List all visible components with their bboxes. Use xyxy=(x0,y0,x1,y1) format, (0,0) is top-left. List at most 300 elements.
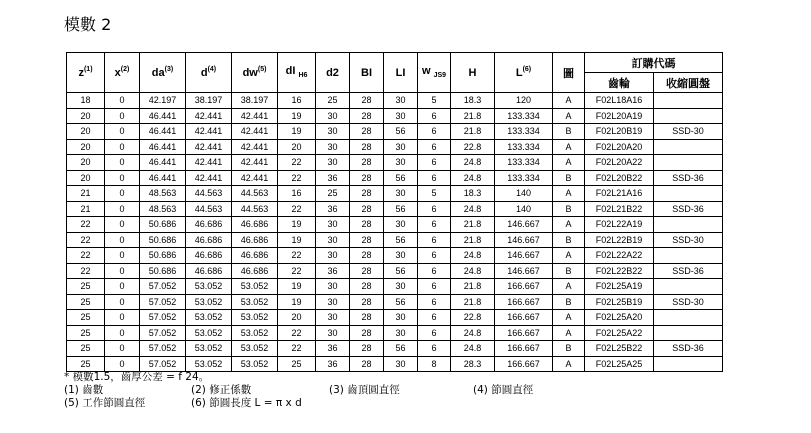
header-da: $da^{(3)}$ xyxy=(140,53,186,93)
cell-shrink-disc-code xyxy=(654,155,723,171)
cell-da: 57.052 xyxy=(140,294,186,310)
cell-l1: 30 xyxy=(384,217,418,233)
table-row xyxy=(67,356,723,372)
cell-da: 57.052 xyxy=(140,356,186,372)
cell-d2: 36 xyxy=(316,201,350,217)
cell-da: 46.441 xyxy=(140,139,186,155)
cell-h: 22.8 xyxy=(451,310,495,326)
cell-gear-code: F02L22A19 xyxy=(585,217,654,233)
cell-gear-code: F02L25A22 xyxy=(585,325,654,341)
cell-gear-code: F02L20B19 xyxy=(585,124,654,140)
cell-dw: 53.052 xyxy=(232,356,278,372)
header-x: $x^{(2)}$ xyxy=(105,53,140,93)
cell-d: 46.686 xyxy=(186,248,232,264)
cell-l: 133.334 xyxy=(495,139,553,155)
cell-z: 22 xyxy=(67,232,105,248)
cell-l: 146.667 xyxy=(495,232,553,248)
cell-w: 6 xyxy=(418,279,451,295)
header-d2: d2 xyxy=(316,53,350,93)
cell-shrink-disc-code xyxy=(654,248,723,264)
cell-d: 53.052 xyxy=(186,341,232,357)
cell-figure: B xyxy=(553,124,585,140)
cell-d1: 19 xyxy=(278,279,316,295)
cell-shrink-disc-code xyxy=(654,310,723,326)
cell-z: 20 xyxy=(67,108,105,124)
header-l1: LI xyxy=(384,53,418,93)
cell-dw: 38.197 xyxy=(232,93,278,109)
cell-da: 57.052 xyxy=(140,279,186,295)
cell-l1: 30 xyxy=(384,139,418,155)
table-row xyxy=(67,93,723,109)
cell-d2: 30 xyxy=(316,124,350,140)
cell-shrink-disc-code xyxy=(654,186,723,202)
cell-z: 22 xyxy=(67,248,105,264)
cell-l: 120 xyxy=(495,93,553,109)
cell-gear-code: F02L21A16 xyxy=(585,186,654,202)
cell-figure: A xyxy=(553,93,585,109)
header-d: $d^{(4)}$ xyxy=(186,53,232,93)
cell-da: 48.563 xyxy=(140,201,186,217)
table-row xyxy=(67,232,723,248)
cell-l1: 30 xyxy=(384,93,418,109)
cell-dw: 42.441 xyxy=(232,170,278,186)
cell-d1: 20 xyxy=(278,139,316,155)
cell-d: 53.052 xyxy=(186,279,232,295)
cell-d2: 30 xyxy=(316,217,350,233)
cell-gear-code: F02L25A19 xyxy=(585,279,654,295)
table-row xyxy=(67,139,723,155)
cell-w: 6 xyxy=(418,170,451,186)
cell-d2: 30 xyxy=(316,139,350,155)
cell-d1: 19 xyxy=(278,232,316,248)
cell-d1: 22 xyxy=(278,201,316,217)
cell-z: 25 xyxy=(67,356,105,372)
cell-dw: 53.052 xyxy=(232,279,278,295)
cell-x: 0 xyxy=(105,232,140,248)
cell-h: 21.8 xyxy=(451,124,495,140)
cell-x: 0 xyxy=(105,186,140,202)
cell-shrink-disc-code xyxy=(654,279,723,295)
cell-shrink-disc-code xyxy=(654,108,723,124)
cell-b1: 28 xyxy=(350,139,384,155)
cell-w: 6 xyxy=(418,325,451,341)
cell-d2: 36 xyxy=(316,356,350,372)
cell-dw: 53.052 xyxy=(232,310,278,326)
cell-d: 53.052 xyxy=(186,294,232,310)
cell-gear-code: F02L25B22 xyxy=(585,341,654,357)
cell-h: 18.3 xyxy=(451,186,495,202)
cell-d: 46.686 xyxy=(186,263,232,279)
cell-dw: 42.441 xyxy=(232,108,278,124)
cell-da: 42.197 xyxy=(140,93,186,109)
spec-table-body xyxy=(67,93,723,372)
cell-x: 0 xyxy=(105,341,140,357)
cell-h: 24.8 xyxy=(451,201,495,217)
cell-l1: 30 xyxy=(384,108,418,124)
cell-l: 166.667 xyxy=(495,356,553,372)
cell-figure: A xyxy=(553,155,585,171)
cell-d1: 25 xyxy=(278,356,316,372)
table-row xyxy=(67,341,723,357)
cell-x: 0 xyxy=(105,356,140,372)
cell-w: 6 xyxy=(418,232,451,248)
cell-d: 53.052 xyxy=(186,310,232,326)
cell-w: 6 xyxy=(418,139,451,155)
cell-l1: 30 xyxy=(384,310,418,326)
table-row xyxy=(67,294,723,310)
cell-gear-code: F02L20B22 xyxy=(585,170,654,186)
cell-d: 44.563 xyxy=(186,186,232,202)
cell-dw: 42.441 xyxy=(232,124,278,140)
header-l: $L^{(6)}$ xyxy=(495,53,553,93)
cell-da: 50.686 xyxy=(140,248,186,264)
cell-d1: 20 xyxy=(278,310,316,326)
cell-dw: 42.441 xyxy=(232,155,278,171)
cell-w: 8 xyxy=(418,356,451,372)
cell-figure: A xyxy=(553,325,585,341)
cell-h: 24.8 xyxy=(451,170,495,186)
header-b1: BI xyxy=(350,53,384,93)
cell-l1: 56 xyxy=(384,201,418,217)
cell-dw: 46.686 xyxy=(232,217,278,233)
cell-figure: B xyxy=(553,170,585,186)
cell-d2: 30 xyxy=(316,248,350,264)
cell-l: 133.334 xyxy=(495,108,553,124)
cell-l1: 56 xyxy=(384,124,418,140)
cell-w: 6 xyxy=(418,310,451,326)
cell-z: 22 xyxy=(67,217,105,233)
footnote-6: (6) 節圓長度 L = π x d xyxy=(191,397,302,409)
cell-shrink-disc-code xyxy=(654,93,723,109)
table-row xyxy=(67,217,723,233)
cell-gear-code: F02L21B22 xyxy=(585,201,654,217)
cell-w: 6 xyxy=(418,341,451,357)
cell-z: 20 xyxy=(67,124,105,140)
cell-h: 24.8 xyxy=(451,155,495,171)
cell-figure: B xyxy=(553,201,585,217)
cell-da: 48.563 xyxy=(140,186,186,202)
cell-d: 42.441 xyxy=(186,108,232,124)
cell-da: 57.052 xyxy=(140,325,186,341)
cell-d2: 30 xyxy=(316,325,350,341)
cell-d: 53.052 xyxy=(186,356,232,372)
header-z: $z^{(1)}$ xyxy=(67,53,105,93)
footnote-4: (4) 節圓直徑 xyxy=(473,384,534,396)
cell-x: 0 xyxy=(105,263,140,279)
footnote-3: (3) 齒頂圓直徑 xyxy=(329,384,400,396)
cell-d: 46.686 xyxy=(186,232,232,248)
cell-shrink-disc-code xyxy=(654,356,723,372)
cell-z: 25 xyxy=(67,325,105,341)
cell-d2: 30 xyxy=(316,108,350,124)
cell-l1: 30 xyxy=(384,356,418,372)
cell-d1: 22 xyxy=(278,341,316,357)
cell-shrink-disc-code: SSD-36 xyxy=(654,341,723,357)
header-gear: 齒輪 xyxy=(585,73,654,93)
cell-b1: 28 xyxy=(350,155,384,171)
cell-d2: 36 xyxy=(316,263,350,279)
cell-w: 5 xyxy=(418,186,451,202)
cell-shrink-disc-code: SSD-36 xyxy=(654,263,723,279)
cell-d1: 16 xyxy=(278,186,316,202)
cell-shrink-disc-code: SSD-30 xyxy=(654,294,723,310)
cell-b1: 28 xyxy=(350,124,384,140)
cell-d: 38.197 xyxy=(186,93,232,109)
cell-l: 166.667 xyxy=(495,294,553,310)
cell-x: 0 xyxy=(105,310,140,326)
cell-gear-code: F02L22A22 xyxy=(585,248,654,264)
cell-b1: 28 xyxy=(350,170,384,186)
cell-l1: 56 xyxy=(384,232,418,248)
cell-w: 6 xyxy=(418,294,451,310)
cell-b1: 28 xyxy=(350,325,384,341)
cell-x: 0 xyxy=(105,294,140,310)
footnotes xyxy=(64,371,533,410)
cell-d1: 19 xyxy=(278,124,316,140)
cell-dw: 46.686 xyxy=(232,232,278,248)
cell-l: 146.667 xyxy=(495,217,553,233)
cell-d2: 30 xyxy=(316,310,350,326)
cell-da: 46.441 xyxy=(140,155,186,171)
table-row xyxy=(67,310,723,326)
cell-x: 0 xyxy=(105,279,140,295)
cell-d2: 30 xyxy=(316,232,350,248)
table-row xyxy=(67,201,723,217)
cell-dw: 44.563 xyxy=(232,201,278,217)
cell-z: 25 xyxy=(67,279,105,295)
cell-d: 42.441 xyxy=(186,170,232,186)
cell-d: 46.686 xyxy=(186,217,232,233)
cell-d1: 22 xyxy=(278,155,316,171)
cell-b1: 28 xyxy=(350,186,384,202)
cell-gear-code: F02L18A16 xyxy=(585,93,654,109)
cell-da: 50.686 xyxy=(140,263,186,279)
cell-l1: 30 xyxy=(384,248,418,264)
cell-d2: 30 xyxy=(316,155,350,171)
cell-da: 46.441 xyxy=(140,170,186,186)
cell-w: 6 xyxy=(418,263,451,279)
cell-z: 21 xyxy=(67,186,105,202)
cell-dw: 46.686 xyxy=(232,248,278,264)
cell-da: 46.441 xyxy=(140,124,186,140)
cell-figure: B xyxy=(553,294,585,310)
cell-gear-code: F02L25B19 xyxy=(585,294,654,310)
cell-d: 42.441 xyxy=(186,155,232,171)
cell-l: 133.334 xyxy=(495,170,553,186)
cell-b1: 28 xyxy=(350,263,384,279)
cell-figure: A xyxy=(553,217,585,233)
table-row xyxy=(67,170,723,186)
cell-dw: 53.052 xyxy=(232,294,278,310)
cell-h: 21.8 xyxy=(451,232,495,248)
cell-l: 166.667 xyxy=(495,310,553,326)
cell-d1: 22 xyxy=(278,263,316,279)
cell-l: 133.334 xyxy=(495,155,553,171)
cell-x: 0 xyxy=(105,325,140,341)
cell-figure: A xyxy=(553,356,585,372)
cell-da: 57.052 xyxy=(140,341,186,357)
cell-l: 146.667 xyxy=(495,248,553,264)
cell-d2: 30 xyxy=(316,294,350,310)
cell-z: 20 xyxy=(67,139,105,155)
cell-shrink-disc-code: SSD-30 xyxy=(654,124,723,140)
cell-d1: 16 xyxy=(278,93,316,109)
cell-d: 42.441 xyxy=(186,139,232,155)
cell-z: 25 xyxy=(67,310,105,326)
cell-w: 6 xyxy=(418,217,451,233)
cell-gear-code: F02L22B19 xyxy=(585,232,654,248)
table-row xyxy=(67,325,723,341)
cell-dw: 44.563 xyxy=(232,186,278,202)
cell-l1: 30 xyxy=(384,186,418,202)
cell-d: 44.563 xyxy=(186,201,232,217)
cell-l: 140 xyxy=(495,201,553,217)
header-d1: dI $_{H6}$ xyxy=(278,53,316,93)
cell-x: 0 xyxy=(105,217,140,233)
header-w: w $_{JS9}$ xyxy=(418,53,451,93)
cell-d2: 36 xyxy=(316,341,350,357)
table-row xyxy=(67,108,723,124)
cell-da: 46.441 xyxy=(140,108,186,124)
cell-shrink-disc-code xyxy=(654,325,723,341)
cell-b1: 28 xyxy=(350,341,384,357)
footnote-tolerance: * 模數1.5，齒厚公差 = f 24。 xyxy=(64,371,210,383)
cell-d: 53.052 xyxy=(186,325,232,341)
cell-shrink-disc-code: SSD-36 xyxy=(654,201,723,217)
cell-w: 6 xyxy=(418,201,451,217)
cell-d1: 19 xyxy=(278,217,316,233)
cell-w: 5 xyxy=(418,93,451,109)
cell-z: 21 xyxy=(67,201,105,217)
cell-b1: 28 xyxy=(350,93,384,109)
cell-gear-code: F02L25A25 xyxy=(585,356,654,372)
cell-h: 21.8 xyxy=(451,108,495,124)
cell-figure: A xyxy=(553,139,585,155)
cell-d2: 25 xyxy=(316,93,350,109)
cell-l1: 30 xyxy=(384,155,418,171)
cell-shrink-disc-code: SSD-36 xyxy=(654,170,723,186)
cell-b1: 28 xyxy=(350,201,384,217)
cell-b1: 28 xyxy=(350,232,384,248)
cell-h: 22.8 xyxy=(451,139,495,155)
page-title: 模數 2 xyxy=(64,15,112,34)
cell-x: 0 xyxy=(105,93,140,109)
cell-l: 140 xyxy=(495,186,553,202)
cell-d1: 22 xyxy=(278,170,316,186)
cell-x: 0 xyxy=(105,170,140,186)
cell-h: 21.8 xyxy=(451,217,495,233)
cell-dw: 53.052 xyxy=(232,325,278,341)
cell-z: 25 xyxy=(67,341,105,357)
cell-figure: A xyxy=(553,279,585,295)
footnote-5: (5) 工作節圓直徑 xyxy=(64,397,146,409)
cell-h: 18.3 xyxy=(451,93,495,109)
header-order-code: 訂購代碼 xyxy=(585,53,723,73)
cell-w: 6 xyxy=(418,124,451,140)
cell-gear-code: F02L20A22 xyxy=(585,155,654,171)
cell-l1: 30 xyxy=(384,279,418,295)
cell-b1: 28 xyxy=(350,279,384,295)
cell-dw: 42.441 xyxy=(232,139,278,155)
cell-d2: 25 xyxy=(316,186,350,202)
cell-z: 22 xyxy=(67,263,105,279)
cell-b1: 28 xyxy=(350,310,384,326)
cell-b1: 28 xyxy=(350,108,384,124)
cell-figure: B xyxy=(553,232,585,248)
cell-w: 6 xyxy=(418,248,451,264)
header-h: H xyxy=(451,53,495,93)
cell-l1: 56 xyxy=(384,294,418,310)
cell-d1: 19 xyxy=(278,108,316,124)
cell-figure: A xyxy=(553,108,585,124)
cell-l1: 30 xyxy=(384,325,418,341)
cell-l: 166.667 xyxy=(495,325,553,341)
cell-d2: 36 xyxy=(316,170,350,186)
cell-x: 0 xyxy=(105,124,140,140)
cell-b1: 28 xyxy=(350,356,384,372)
cell-d: 42.441 xyxy=(186,124,232,140)
cell-d1: 22 xyxy=(278,248,316,264)
cell-shrink-disc-code xyxy=(654,139,723,155)
cell-l1: 56 xyxy=(384,341,418,357)
cell-x: 0 xyxy=(105,139,140,155)
cell-l1: 56 xyxy=(384,170,418,186)
cell-w: 6 xyxy=(418,108,451,124)
cell-l: 166.667 xyxy=(495,341,553,357)
cell-figure: A xyxy=(553,186,585,202)
cell-gear-code: F02L22B22 xyxy=(585,263,654,279)
cell-da: 57.052 xyxy=(140,310,186,326)
cell-z: 20 xyxy=(67,155,105,171)
cell-shrink-disc-code: SSD-30 xyxy=(654,232,723,248)
header-figure: 圖 xyxy=(553,53,585,93)
cell-l: 166.667 xyxy=(495,279,553,295)
cell-b1: 28 xyxy=(350,248,384,264)
cell-x: 0 xyxy=(105,248,140,264)
cell-h: 24.8 xyxy=(451,341,495,357)
table-row xyxy=(67,248,723,264)
cell-dw: 53.052 xyxy=(232,341,278,357)
footnote-2: (2) 修正係數 xyxy=(191,384,252,396)
cell-z: 20 xyxy=(67,170,105,186)
footnote-1: (1) 齒數 xyxy=(64,384,104,396)
table-row xyxy=(67,279,723,295)
cell-z: 18 xyxy=(67,93,105,109)
table-row xyxy=(67,155,723,171)
cell-h: 24.8 xyxy=(451,263,495,279)
table-row xyxy=(67,186,723,202)
cell-gear-code: F02L25A20 xyxy=(585,310,654,326)
cell-x: 0 xyxy=(105,108,140,124)
cell-shrink-disc-code xyxy=(654,217,723,233)
cell-l: 146.667 xyxy=(495,263,553,279)
cell-d1: 22 xyxy=(278,325,316,341)
cell-figure: B xyxy=(553,341,585,357)
cell-figure: A xyxy=(553,248,585,264)
cell-dw: 46.686 xyxy=(232,263,278,279)
header-shrink-disc: 收縮圓盤 xyxy=(654,73,723,93)
cell-h: 28.3 xyxy=(451,356,495,372)
cell-b1: 28 xyxy=(350,217,384,233)
header-dw: $dw^{(5)}$ xyxy=(232,53,278,93)
cell-l: 133.334 xyxy=(495,124,553,140)
cell-da: 50.686 xyxy=(140,232,186,248)
cell-h: 21.8 xyxy=(451,279,495,295)
cell-w: 6 xyxy=(418,155,451,171)
cell-x: 0 xyxy=(105,201,140,217)
table-row xyxy=(67,263,723,279)
cell-figure: B xyxy=(553,263,585,279)
